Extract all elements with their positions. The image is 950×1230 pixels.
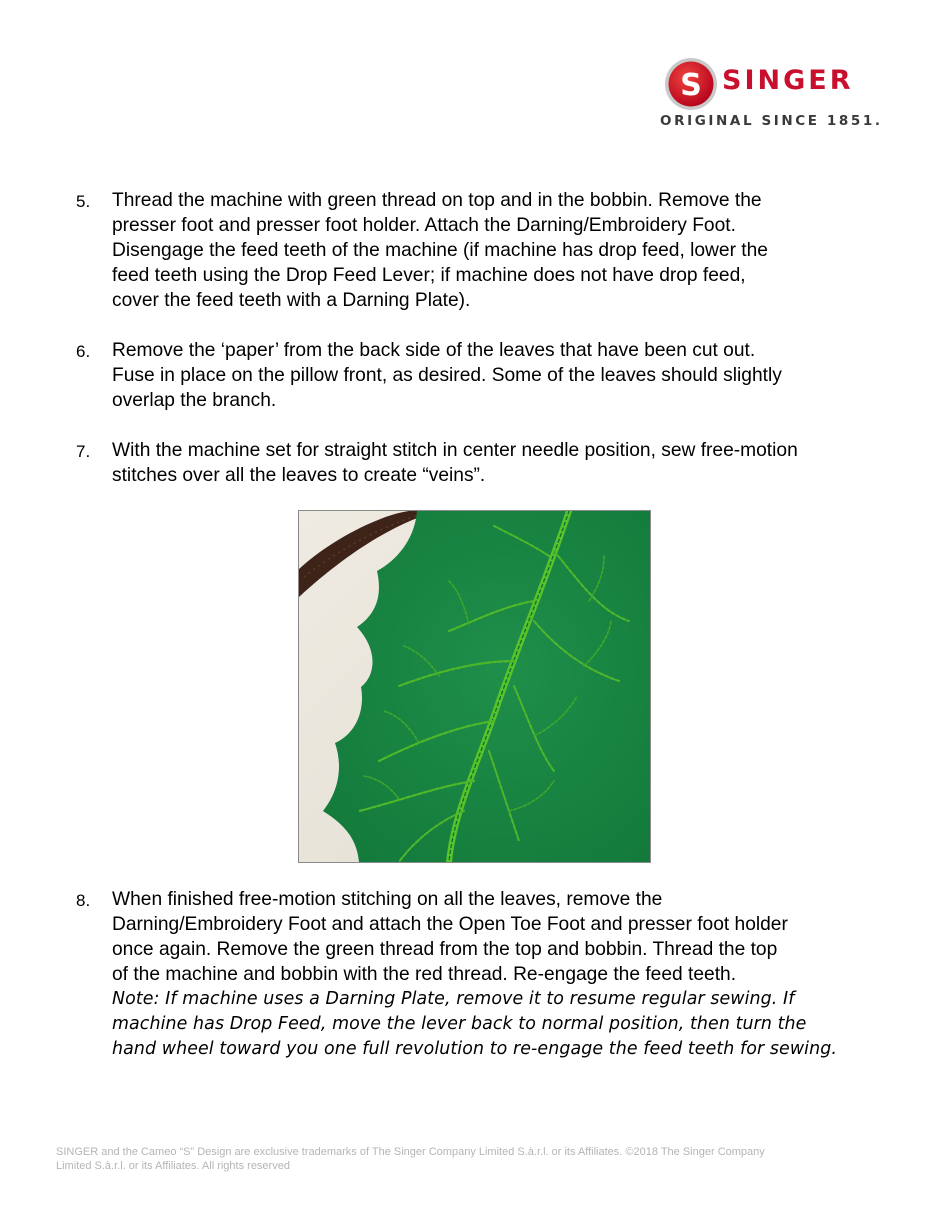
step-line: Darning/Embroidery Foot and attach the Open Toe Foot and presser foot holder	[112, 914, 788, 935]
step-number: 5.	[76, 192, 91, 211]
step-text	[112, 887, 912, 1062]
step-note-line: machine has Drop Feed, move the lever back to normal position, then turn the	[112, 1014, 807, 1034]
step-text	[112, 188, 912, 313]
step-number: 7.	[76, 442, 91, 461]
step-text	[112, 438, 912, 488]
stitched-leaf-photo	[298, 510, 651, 863]
step-line: cover the feed teeth with a Darning Plate).	[112, 290, 471, 311]
step-line: once again. Remove the green thread from the top and bobbin. Thread the top	[112, 939, 778, 960]
footer-line: Limited S.à.r.l. or its Affiliates. All rights reserved	[56, 1160, 290, 1172]
step-line: Thread the machine with green thread on top and in the bobbin. Remove the	[112, 190, 762, 211]
step-line: overlap the branch.	[112, 390, 277, 411]
brand-name: SINGER	[722, 65, 854, 96]
felt-leaf-illustration	[299, 511, 650, 862]
singer-logo	[660, 55, 895, 135]
step-number: 8.	[76, 891, 91, 910]
step-line: When finished free-motion stitching on all the leaves, remove the	[112, 889, 663, 910]
step-line: With the machine set for straight stitch in center needle position, sew free-motion	[112, 440, 798, 461]
step-line: presser foot and presser foot holder. Attach the Darning/Embroidery Foot.	[112, 215, 736, 236]
singer-cameo-s-icon	[664, 57, 718, 111]
step-note-line: Note: If machine uses a Darning Plate, remove it to resume regular sewing. If	[112, 989, 795, 1009]
step-line: of the machine and bobbin with the red thread. Re-engage the feed teeth.	[112, 964, 737, 985]
step-number: 6.	[76, 342, 91, 361]
step-line: Remove the ‘paper’ from the back side of the leaves that have been cut out.	[112, 340, 756, 361]
brand-tagline: ORIGINAL SINCE 1851.	[660, 113, 883, 129]
footer-line: SINGER and the Cameo “S” Design are exclusive trademarks of The Singer Company Limited S.à.r.l. or its Affiliates. ©2018 The Singer Company	[56, 1146, 765, 1158]
badge-letter: S	[680, 68, 702, 103]
step-line: Disengage the feed teeth of the machine (if machine has drop feed, lower the	[112, 240, 768, 261]
step-line: stitches over all the leaves to create “veins”.	[112, 465, 486, 486]
step-line: feed teeth using the Drop Feed Lever; if machine does not have drop feed,	[112, 265, 746, 286]
step-text	[112, 338, 912, 413]
step-line: Fuse in place on the pillow front, as desired. Some of the leaves should slightly	[112, 365, 782, 386]
step-note-line: hand wheel toward you one full revolution to re-engage the feed teeth for sewing.	[112, 1039, 837, 1059]
trademark-footer	[56, 1145, 886, 1173]
